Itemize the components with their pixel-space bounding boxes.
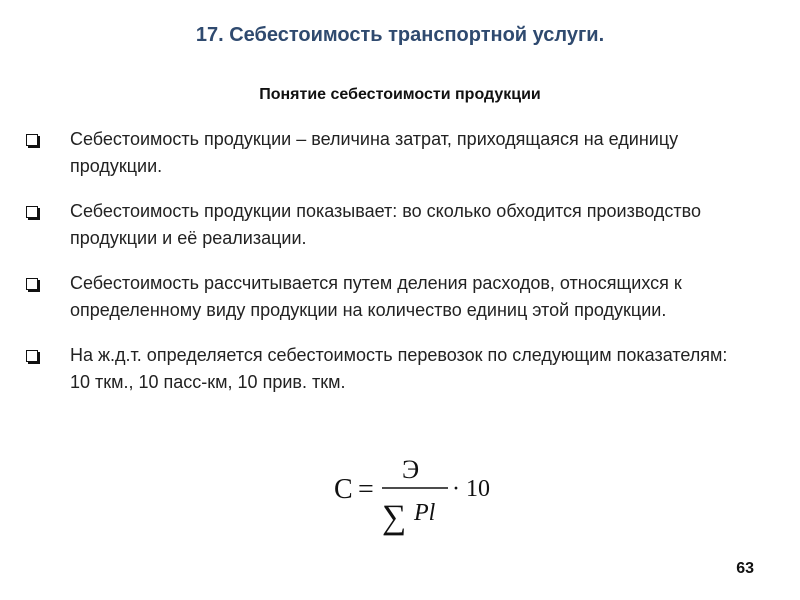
formula-sum-symbol: ∑ [382, 499, 407, 536]
bullet-text: Себестоимость продукции показывает: во сколько обходится производство продукции и её реализации. [70, 201, 701, 248]
formula-equals: = [358, 474, 374, 505]
slide-subtitle: Понятие себестоимости продукции [259, 86, 541, 103]
formula-lhs: С [334, 474, 353, 505]
bullet-text: Себестоимость продукции – величина затрат, приходящаяся на единицу продукции. [70, 129, 679, 176]
bullet-item [26, 198, 746, 252]
checkbox-bullet-icon [26, 278, 38, 290]
bullet-text: Себестоимость рассчитывается путем деления расходов, относящихся к определенному виду продукции на количество единиц этой продукции. [70, 273, 682, 320]
bullet-item [26, 126, 746, 180]
bullet-text: На ж.д.т. определяется себестоимость перевозок по следующим показателям: 10 ткм., 10 пасс-км, 10 прив. ткм. [70, 345, 728, 392]
checkbox-bullet-icon [26, 206, 38, 218]
checkbox-bullet-icon [26, 350, 38, 362]
page-number: 63 [736, 560, 754, 577]
formula-denominator: Pl [414, 500, 436, 526]
formula-numerator: Э [402, 455, 420, 484]
formula-multiplier: · 10 [452, 476, 490, 502]
bullet-item [26, 342, 746, 396]
checkbox-bullet-icon [26, 134, 38, 146]
bullet-list [26, 126, 746, 414]
cost-formula [330, 450, 510, 540]
slide-title: 17. Себестоимость транспортной услуги. [195, 24, 605, 46]
bullet-item [26, 270, 746, 324]
